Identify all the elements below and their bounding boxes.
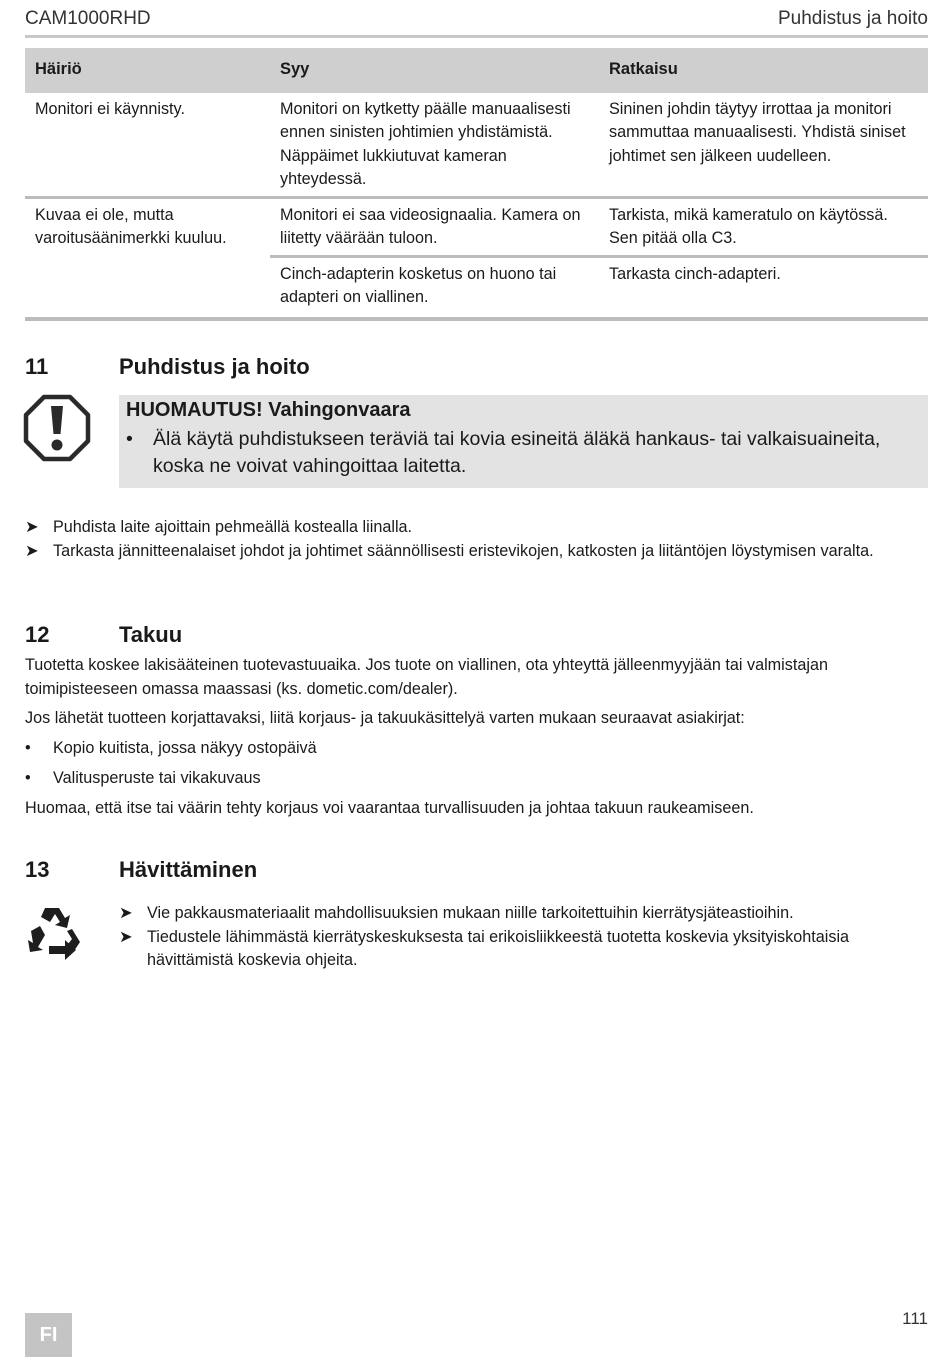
warning-octagon-icon — [23, 394, 91, 462]
arrow-icon: ➤ — [25, 541, 39, 560]
cell-solution: Tarkasta cinch-adapteri. — [609, 264, 781, 283]
cleaning-steps — [25, 516, 905, 563]
section-number: 13 — [25, 857, 50, 882]
section-number: 12 — [25, 622, 50, 647]
cell-cause: Cinch-adapterin kosketus on huono tai adapteri on viallinen. — [280, 264, 557, 306]
troubleshooting-table — [25, 48, 928, 319]
chapter-title: Puhdistus ja hoito — [778, 8, 928, 29]
column-header-problem: Häiriö — [25, 48, 270, 93]
warranty-paragraph: Tuotetta koskee lakisääteinen tuotevastuuaika. Jos tuote on viallinen, ota yhteyttä jälleenmyyjään tai valmistajan toimipisteeseen omassa maassasi (ks. dometic.com/dealer). — [25, 656, 828, 698]
arrow-icon: ➤ — [119, 927, 133, 946]
list-item — [119, 926, 919, 973]
table-row — [25, 197, 928, 256]
warranty-paragraph: Huomaa, että itse tai väärin tehty korjaus voi vaarantaa turvallisuuden ja johtaa takuun raukeamiseen. — [25, 799, 754, 817]
cell-solution: Tarkista, mikä kameratulo on käytössä. Sen pitää olla C3. — [599, 197, 928, 256]
language-tab: FI — [25, 1313, 72, 1357]
step-text: Vie pakkausmateriaalit mahdollisuuksien mukaan niille tarkoitettuihin kierrätysjäteastioihin. — [147, 904, 794, 922]
section-title: Takuu — [119, 622, 183, 647]
column-header-cause: Syy — [270, 48, 599, 93]
disposal-steps — [119, 902, 919, 973]
cell-cause: Monitori ei saa videosignaalia. Kamera on liitetty väärään tuloon. — [270, 197, 599, 256]
cell-cause: Monitori on kytketty päälle manuaalisesti ennen sinisten johtimien yhdistämistä. Näppäimet lukkiutuvat kameran yhteydessä. — [270, 93, 599, 198]
column-header-solution: Ratkaisu — [599, 48, 928, 93]
cell-problem: Kuvaa ei ole, mutta varoitusäänimerkki kuuluu. — [35, 205, 227, 247]
page-number: 111 — [902, 1309, 928, 1328]
header-rule — [25, 35, 928, 38]
document-title: CAM1000RHD — [25, 8, 151, 29]
table-row — [25, 93, 928, 198]
arrow-icon: ➤ — [119, 904, 133, 922]
section-number: 11 — [25, 354, 49, 379]
bullet-icon: • — [126, 428, 133, 450]
notice-text: Älä käytä puhdistukseen teräviä tai kovia esineitä äläkä hankaus- tai valkaisuaineita, koska ne voivat vahingoittaa laitetta. — [153, 428, 881, 477]
bullet-icon: • — [25, 739, 31, 757]
notice-title: HUOMAUTUS! Vahingonvaara — [126, 399, 411, 421]
step-text: Puhdista laite ajoittain pehmeällä kostealla liinalla. — [53, 518, 413, 536]
list-item — [119, 902, 919, 926]
list-item-text: Kopio kuitista, jossa näkyy ostopäivä — [53, 739, 317, 757]
step-text: Tarkasta jännitteenalaiset johdot ja johtimet säännöllisesti eristevikojen, katkosten ja liitäntöjen löystymisen varalta. — [53, 541, 874, 560]
list-item-text: Valitusperuste tai vikakuvaus — [53, 769, 261, 787]
arrow-icon: ➤ — [25, 518, 39, 536]
bullet-icon: • — [25, 769, 31, 787]
step-text: Tiedustele lähimmästä kierrätyskeskuksesta tai erikoisliikkeestä tuotetta koskevia yksityiskohtaisia hävittämistä koskevia ohjeita. — [147, 927, 850, 969]
table-header-row — [25, 48, 928, 93]
cell-solution: Sininen johdin täytyy irrottaa ja monitori sammuttaa manuaalisesti. Yhdistä siniset johtimet sen jälkeen uudelleen. — [599, 93, 928, 198]
notice-bullet — [126, 426, 923, 480]
section-title: Puhdistus ja hoito — [119, 354, 310, 379]
section-title: Hävittäminen — [119, 857, 258, 882]
table-bottom-rule — [25, 317, 928, 321]
recycle-icon — [24, 904, 84, 962]
list-item — [25, 516, 905, 540]
list-item — [25, 540, 905, 564]
warranty-paragraph: Jos lähetät tuotteen korjattavaksi, liitä korjaus- ja takuukäsittelyä varten mukaan seuraavat asiakirjat: — [25, 709, 745, 727]
notice-box — [119, 395, 928, 488]
cell-problem: Monitori ei käynnisty. — [25, 93, 270, 198]
